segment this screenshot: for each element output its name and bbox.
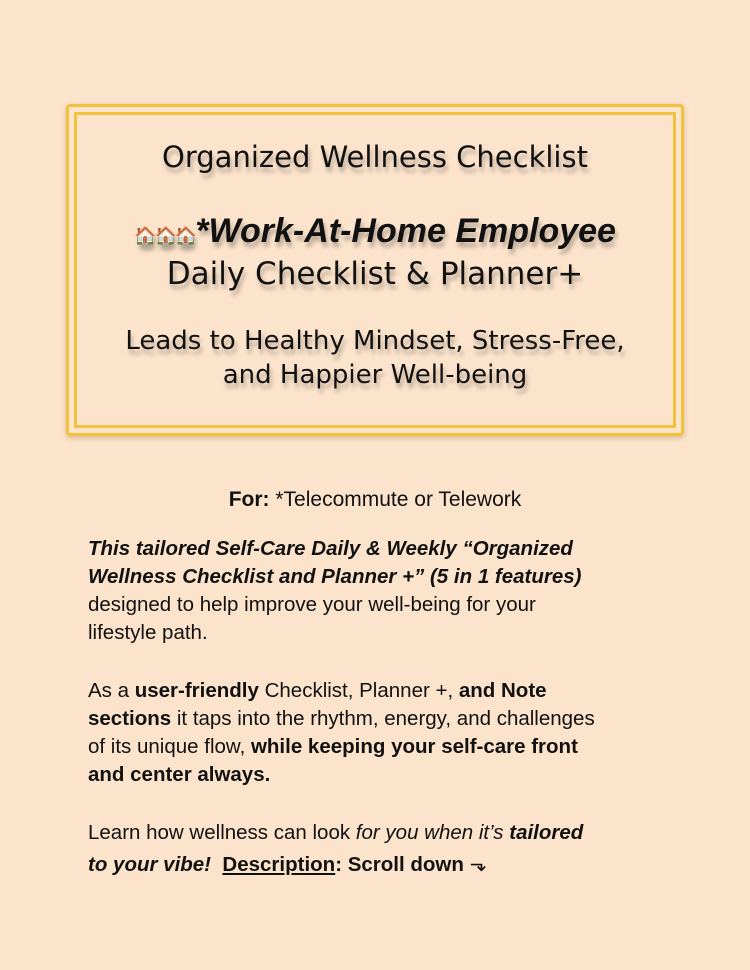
subtitle: 🏠🏠🏠*Work-At-Home Employee [134,212,616,250]
subtitle-2: Daily Checklist & Planner+ [166,256,584,292]
features-paragraph: As a user-friendly Checklist, Planner +, and Note sections it taps into the rhythm, energy, and challenges of its unique flow, while keeping your self-care front and center always. [88,679,595,786]
house-icon: 🏠🏠🏠 [134,226,196,246]
intro-paragraph: This tailored Self-Care Daily & Weekly “Organized Wellness Checklist and Planner +” (5 in 1 features) designed to help improve your well-being for your lifestyle path. [88,537,582,644]
arrow-down-right-icon: ⬎ [469,853,487,876]
audience-line: For: *Telecommute or Telework [228,488,522,511]
page-title: Organized Wellness Checklist [162,140,588,174]
tagline: Leads to Healthy Mindset, Stress-Free, and Happier Well-being [125,326,625,390]
description-link[interactable]: Description [222,853,336,876]
cta-paragraph: Learn how wellness can look for you when it’s tailored to your vibe! Description: Scroll down ⬎ [88,821,584,876]
